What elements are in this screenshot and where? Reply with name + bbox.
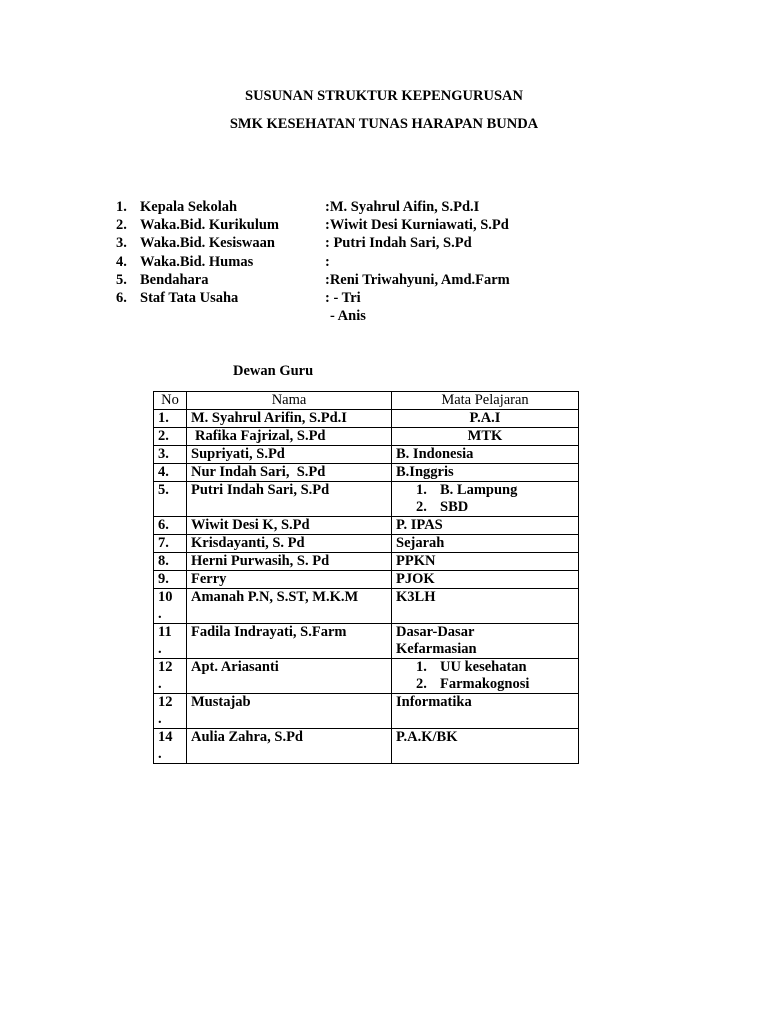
pengurus-number: 4. [116,253,127,270]
pengurus-name: :Reni Triwahyuni, Amd.Farm [325,271,510,288]
cell-nama: Rafika Fajrizal, S.Pd [187,428,392,446]
cell-no: 6. [154,517,187,535]
cell-nama: Amanah P.N, S.ST, M.K.M [187,589,392,624]
pengurus-position: Waka.Bid. Humas [140,253,254,270]
table-row [154,482,579,517]
pengurus-name: : - Tri [325,289,361,306]
subject-list-item [396,499,574,516]
cell-nama: Herni Purwasih, S. Pd [187,553,392,571]
pengurus-name-extra: - Anis [330,308,366,325]
cell-mata-pelajaran: P. IPAS [392,517,579,535]
table-row [154,694,579,729]
table-row [154,729,579,764]
cell-mata-pelajaran: K3LH [392,589,579,624]
cell-nama: Mustajab [187,694,392,729]
pengurus-name: : [325,253,330,270]
subject-list-value: SBD [440,499,469,515]
table-body [154,410,579,764]
subject-list-number: 2. [416,499,427,515]
table-row [154,410,579,428]
cell-no: 11 . [154,624,187,659]
header-nama: Nama [187,392,392,410]
header-mata-pelajaran: Mata Pelajaran [392,392,579,410]
cell-nama: Supriyati, S.Pd [187,446,392,464]
cell-nama: Fadila Indrayati, S.Farm [187,624,392,659]
pengurus-name: :M. Syahrul Aifin, S.Pd.I [325,199,480,215]
pengurus-name: : Putri Indah Sari, S.Pd [325,235,472,252]
table-row [154,428,579,446]
table-row [154,659,579,694]
subject-list-value: UU kesehatan [440,659,527,675]
pengurus-name: :Wiwit Desi Kurniawati, S.Pd [325,217,509,234]
cell-no: 4. [154,464,187,482]
header-no: No [154,392,187,410]
pengurus-position: Waka.Bid. Kurikulum [140,217,280,234]
cell-no: 10 . [154,589,187,624]
table-row [154,517,579,535]
cell-mata-pelajaran [392,659,579,694]
cell-no: 2. [154,428,187,446]
pengurus-number: 5. [116,271,127,288]
cell-nama: Apt. Ariasanti [187,659,392,694]
cell-mata-pelajaran: PJOK [392,571,579,589]
document-title: SUSUNAN STRUKTUR KEPENGURUSAN [245,88,523,104]
table-row [154,446,579,464]
cell-nama: M. Syahrul Arifin, S.Pd.I [187,410,392,428]
cell-no: 8. [154,553,187,571]
cell-no: 12 . [154,694,187,729]
pengurus-position: Bendahara [140,271,209,288]
cell-mata-pelajaran: Informatika [392,694,579,729]
cell-nama: Putri Indah Sari, S.Pd [187,482,392,517]
cell-mata-pelajaran: Sejarah [392,535,579,553]
cell-mata-pelajaran: Dasar-Dasar Kefarmasian [392,624,579,659]
subject-list-item [396,659,574,676]
subject-list-value: B. Lampung [440,482,518,498]
cell-nama: Ferry [187,571,392,589]
cell-no: 3. [154,446,187,464]
cell-nama: Aulia Zahra, S.Pd [187,729,392,764]
cell-mata-pelajaran: P.A.K/BK [392,729,579,764]
pengurus-position: Staf Tata Usaha [140,289,239,306]
pengurus-number: 1. [116,199,127,215]
cell-no: 5. [154,482,187,517]
pengurus-number: 6. [116,289,127,306]
table-row [154,589,579,624]
cell-nama: Wiwit Desi K, S.Pd [187,517,392,535]
subject-list-item [396,482,574,499]
cell-no: 1. [154,410,187,428]
school-name: SMK KESEHATAN TUNAS HARAPAN BUNDA [229,116,539,132]
cell-no: 7. [154,535,187,553]
cell-mata-pelajaran [392,482,579,517]
subject-list-value: Farmakognosi [440,676,530,692]
pengurus-position: Kepala Sekolah [140,199,238,215]
subject-list-number: 1. [416,482,427,498]
table-row [154,624,579,659]
table-row [154,571,579,589]
table-row [154,553,579,571]
table-row [154,464,579,482]
cell-mata-pelajaran: PPKN [392,553,579,571]
pengurus-position: Waka.Bid. Kesiswaan [140,235,275,252]
cell-mata-pelajaran: MTK [392,428,579,446]
subject-list-number: 2. [416,676,427,692]
table-header-row [154,392,579,410]
dewan-guru-table [153,391,579,764]
cell-mata-pelajaran: B.Inggris [392,464,579,482]
table-row [154,535,579,553]
subject-list-number: 1. [416,659,427,675]
cell-no: 12 . [154,659,187,694]
cell-nama: Nur Indah Sari, S.Pd [187,464,392,482]
cell-nama: Krisdayanti, S. Pd [187,535,392,553]
cell-mata-pelajaran: P.A.I [392,410,579,428]
dewan-guru-heading: Dewan Guru [233,363,314,379]
pengurus-number: 2. [116,217,127,234]
cell-mata-pelajaran: B. Indonesia [392,446,579,464]
cell-no: 9. [154,571,187,589]
cell-no: 14 . [154,729,187,764]
pengurus-number: 3. [116,235,127,252]
subject-list-item [396,676,574,693]
